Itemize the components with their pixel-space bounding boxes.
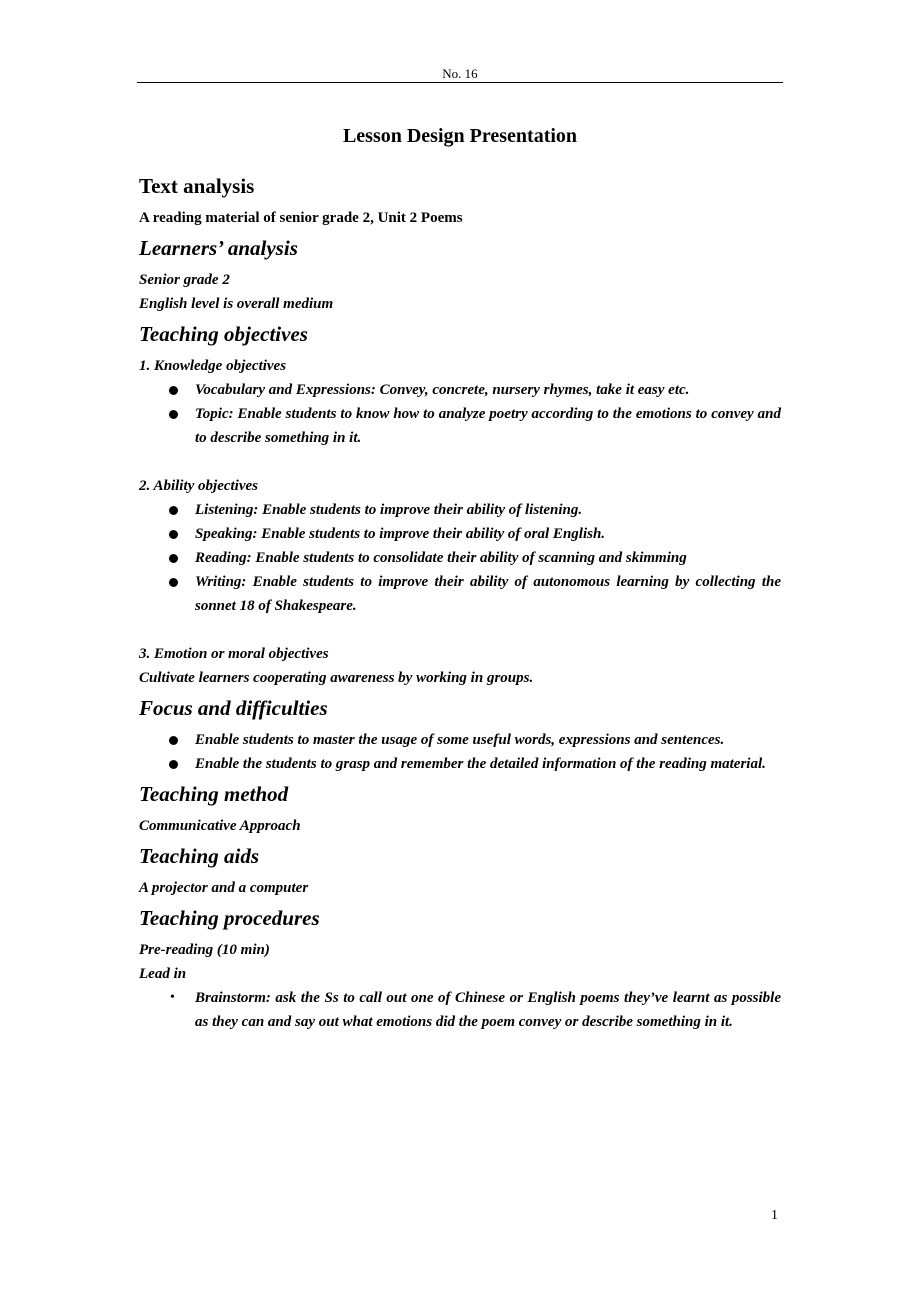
list-item: Speaking: Enable students to improve their ability of oral English. bbox=[139, 522, 781, 546]
list-item: Reading: Enable students to consolidate their ability of scanning and skimming bbox=[139, 546, 781, 570]
focus-list bbox=[139, 728, 781, 776]
ability-objectives-list bbox=[139, 498, 781, 618]
method-line: Communicative Approach bbox=[139, 818, 301, 834]
aids-line: A projector and a computer bbox=[139, 880, 309, 896]
bullet-icon bbox=[169, 410, 178, 419]
heading-text-analysis: Text analysis bbox=[139, 174, 255, 198]
bullet-icon bbox=[169, 554, 178, 563]
list-item: • Brainstorm: ask the Ss to call out one of Chinese or English poems they’ve learnt as possible as they can and say out what emotions did the poem convey or describe something in it. bbox=[139, 986, 781, 1034]
list-item: Writing: Enable students to improve their ability of autonomous learning by collecting the sonnet 18 of Shakespeare. bbox=[139, 570, 781, 618]
text-analysis-line: A reading material of senior grade 2, Unit 2 Poems bbox=[139, 210, 463, 226]
document-body bbox=[139, 122, 781, 1034]
list-item: Enable students to master the usage of some useful words, expressions and sentences. bbox=[139, 728, 781, 752]
learners-line: Senior grade 2 bbox=[139, 272, 230, 288]
small-bullet-icon: • bbox=[170, 990, 175, 1005]
heading-learners-analysis: Learners’ analysis bbox=[139, 236, 298, 260]
heading-teaching-method: Teaching method bbox=[139, 782, 289, 806]
procedure-stage: Pre-reading (10 min) bbox=[139, 942, 270, 958]
header-doc-number: No. 16 bbox=[442, 66, 478, 81]
heading-teaching-aids: Teaching aids bbox=[139, 844, 259, 868]
heading-focus-difficulties: Focus and difficulties bbox=[139, 696, 328, 720]
list-item: Enable the students to grasp and remember the detailed information of the reading material. bbox=[139, 752, 781, 776]
list-item: Listening: Enable students to improve their ability of listening. bbox=[139, 498, 781, 522]
list-item: Vocabulary and Expressions: Convey, concrete, nursery rhymes, take it easy etc. bbox=[139, 378, 781, 402]
procedure-sub: Lead in bbox=[139, 966, 187, 982]
list-item: Topic: Enable students to know how to analyze poetry according to the emotions to convey and to describe something in it. bbox=[139, 402, 781, 450]
header-rule bbox=[137, 82, 783, 83]
ability-objectives-title: 2. Ability objectives bbox=[139, 478, 258, 494]
bullet-icon bbox=[169, 736, 178, 745]
heading-teaching-objectives: Teaching objectives bbox=[139, 322, 308, 346]
bullet-icon bbox=[169, 530, 178, 539]
page-title: Lesson Design Presentation bbox=[342, 125, 578, 147]
bullet-icon bbox=[169, 760, 178, 769]
emotion-objectives-line: Cultivate learners cooperating awareness by working in groups. bbox=[139, 670, 534, 686]
learners-line: English level is overall medium bbox=[139, 296, 334, 312]
page-number: 1 bbox=[771, 1208, 778, 1223]
knowledge-objectives-title: 1. Knowledge objectives bbox=[139, 358, 287, 374]
emotion-objectives-title: 3. Emotion or moral objectives bbox=[139, 646, 329, 662]
bullet-icon bbox=[169, 386, 178, 395]
heading-teaching-procedures: Teaching procedures bbox=[139, 906, 320, 930]
bullet-icon bbox=[169, 578, 178, 587]
procedure-list bbox=[139, 986, 781, 1034]
bullet-icon bbox=[169, 506, 178, 515]
knowledge-objectives-list bbox=[139, 378, 781, 450]
